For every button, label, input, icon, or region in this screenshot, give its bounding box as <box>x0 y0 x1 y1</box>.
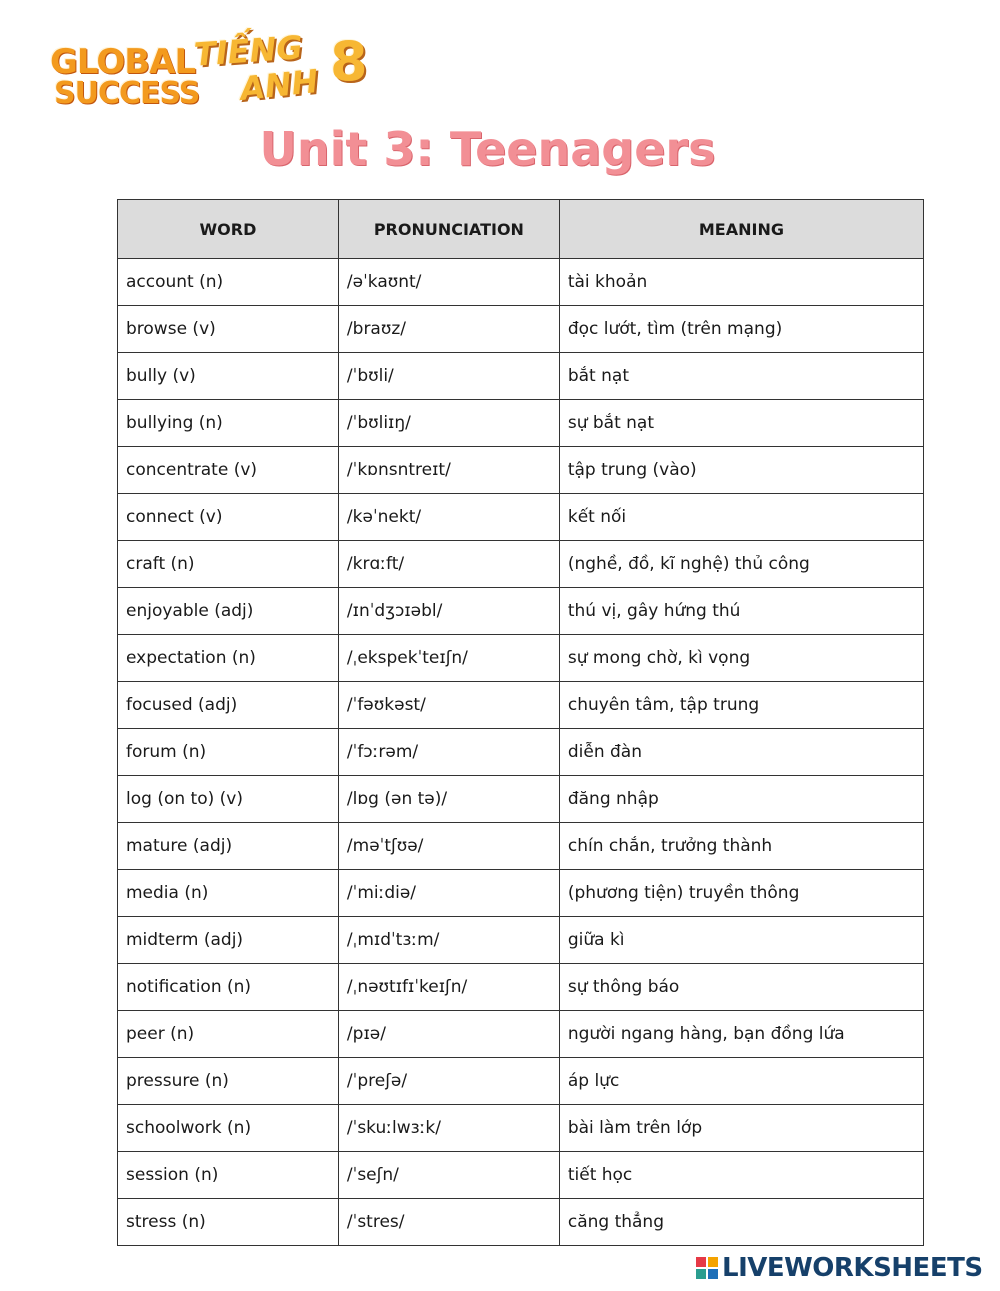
pronunciation-cell: /ˌnəʊtɪfɪˈkeɪʃn/ <box>338 964 559 1011</box>
word-cell: session (n) <box>118 1152 339 1199</box>
liveworksheets-logo <box>696 1252 983 1284</box>
pronunciation-cell: /ˈbʊliɪŋ/ <box>338 400 559 447</box>
word-cell: bully (v) <box>118 353 339 400</box>
vocabulary-table <box>117 199 924 1246</box>
table-row <box>118 823 924 870</box>
live-blocks-icon <box>696 1257 718 1279</box>
table-body <box>118 259 924 1246</box>
meaning-cell: tiết học <box>559 1152 923 1199</box>
meaning-cell: sự mong chờ, kì vọng <box>559 635 923 682</box>
pronunciation-cell: /krɑːft/ <box>338 541 559 588</box>
meaning-cell: diễn đàn <box>559 729 923 776</box>
pronunciation-cell: /ˈfɔːrəm/ <box>338 729 559 776</box>
table-row <box>118 964 924 1011</box>
word-cell: notification (n) <box>118 964 339 1011</box>
pronunciation-cell: /məˈtʃʊə/ <box>338 823 559 870</box>
table-row <box>118 259 924 306</box>
meaning-cell: người ngang hàng, bạn đồng lứa <box>559 1011 923 1058</box>
table-row <box>118 917 924 964</box>
table-row <box>118 541 924 588</box>
word-cell: bullying (n) <box>118 400 339 447</box>
meaning-cell: đăng nhập <box>559 776 923 823</box>
table-row <box>118 588 924 635</box>
pronunciation-cell: /ˈskuːlwɜːk/ <box>338 1105 559 1152</box>
pronunciation-cell: /ˈpreʃə/ <box>338 1058 559 1105</box>
meaning-cell: tài khoản <box>559 259 923 306</box>
meaning-cell: chuyên tâm, tập trung <box>559 682 923 729</box>
word-cell: craft (n) <box>118 541 339 588</box>
pronunciation-cell: /ɪnˈdʒɔɪəbl/ <box>338 588 559 635</box>
table-row <box>118 353 924 400</box>
page-title: Unit 3: Teenagers <box>259 122 716 176</box>
table-row <box>118 870 924 917</box>
meaning-cell: thú vị, gây hứng thú <box>559 588 923 635</box>
logo-success-text: SUCCESS <box>54 76 200 111</box>
word-cell: log (on to) (v) <box>118 776 339 823</box>
meaning-cell: kết nối <box>559 494 923 541</box>
block-red <box>696 1257 706 1267</box>
meaning-cell: sự bắt nạt <box>559 400 923 447</box>
meaning-cell: bắt nạt <box>559 353 923 400</box>
meaning-cell: sự thông báo <box>559 964 923 1011</box>
table-row <box>118 729 924 776</box>
block-orange <box>708 1257 718 1267</box>
pronunciation-cell: /ˈbʊli/ <box>338 353 559 400</box>
pronunciation-cell: /ˌekspekˈteɪʃn/ <box>338 635 559 682</box>
word-cell: mature (adj) <box>118 823 339 870</box>
meaning-cell: (phương tiện) truyền thông <box>559 870 923 917</box>
meaning-cell: đọc lướt, tìm (trên mạng) <box>559 306 923 353</box>
header-pronunciation: PRONUNCIATION <box>338 200 559 259</box>
tieng-anh-logo <box>192 30 382 110</box>
table-row <box>118 447 924 494</box>
meaning-cell: áp lực <box>559 1058 923 1105</box>
global-success-logo <box>44 36 200 116</box>
table-row <box>118 1152 924 1199</box>
meaning-cell: giữa kì <box>559 917 923 964</box>
word-cell: focused (adj) <box>118 682 339 729</box>
table-row <box>118 494 924 541</box>
meaning-cell: chín chắn, trưởng thành <box>559 823 923 870</box>
logo-global-text: GLOBAL <box>50 42 196 82</box>
liveworksheets-text: LIVEWORKSHEETS <box>722 1253 983 1283</box>
table-row <box>118 1058 924 1105</box>
table-row <box>118 1199 924 1246</box>
table-row <box>118 1105 924 1152</box>
logo-anh-text: ANH <box>238 62 321 108</box>
word-cell: account (n) <box>118 259 339 306</box>
word-cell: enjoyable (adj) <box>118 588 339 635</box>
word-cell: midterm (adj) <box>118 917 339 964</box>
pronunciation-cell: /ˌmɪdˈtɜːm/ <box>338 917 559 964</box>
header-meaning: MEANING <box>559 200 923 259</box>
pronunciation-cell: /əˈkaʊnt/ <box>338 259 559 306</box>
table-row <box>118 682 924 729</box>
word-cell: connect (v) <box>118 494 339 541</box>
pronunciation-cell: /kəˈnekt/ <box>338 494 559 541</box>
word-cell: concentrate (v) <box>118 447 339 494</box>
pronunciation-cell: /pɪə/ <box>338 1011 559 1058</box>
table-row <box>118 635 924 682</box>
block-teal <box>696 1269 706 1279</box>
pronunciation-cell: /braʊz/ <box>338 306 559 353</box>
meaning-cell: bài làm trên lớp <box>559 1105 923 1152</box>
pronunciation-cell: /ˈkɒnsntreɪt/ <box>338 447 559 494</box>
header-word: WORD <box>118 200 339 259</box>
table-header-row <box>118 200 924 259</box>
pronunciation-cell: /ˈstres/ <box>338 1199 559 1246</box>
word-cell: schoolwork (n) <box>118 1105 339 1152</box>
pronunciation-cell: /ˈfəʊkəst/ <box>338 682 559 729</box>
pronunciation-cell: /lɒg (ən tə)/ <box>338 776 559 823</box>
table-row <box>118 400 924 447</box>
word-cell: media (n) <box>118 870 339 917</box>
meaning-cell: căng thẳng <box>559 1199 923 1246</box>
logo-tieng-text: TIẾNG <box>192 28 304 74</box>
word-cell: stress (n) <box>118 1199 339 1246</box>
word-cell: pressure (n) <box>118 1058 339 1105</box>
meaning-cell: (nghề, đồ, kĩ nghệ) thủ công <box>559 541 923 588</box>
pronunciation-cell: /ˈmiːdiə/ <box>338 870 559 917</box>
meaning-cell: tập trung (vào) <box>559 447 923 494</box>
table-row <box>118 306 924 353</box>
logo-grade-text: 8 <box>330 30 368 93</box>
block-blue <box>708 1269 718 1279</box>
table-row <box>118 1011 924 1058</box>
table-row <box>118 776 924 823</box>
word-cell: browse (v) <box>118 306 339 353</box>
word-cell: forum (n) <box>118 729 339 776</box>
pronunciation-cell: /ˈseʃn/ <box>338 1152 559 1199</box>
word-cell: peer (n) <box>118 1011 339 1058</box>
word-cell: expectation (n) <box>118 635 339 682</box>
